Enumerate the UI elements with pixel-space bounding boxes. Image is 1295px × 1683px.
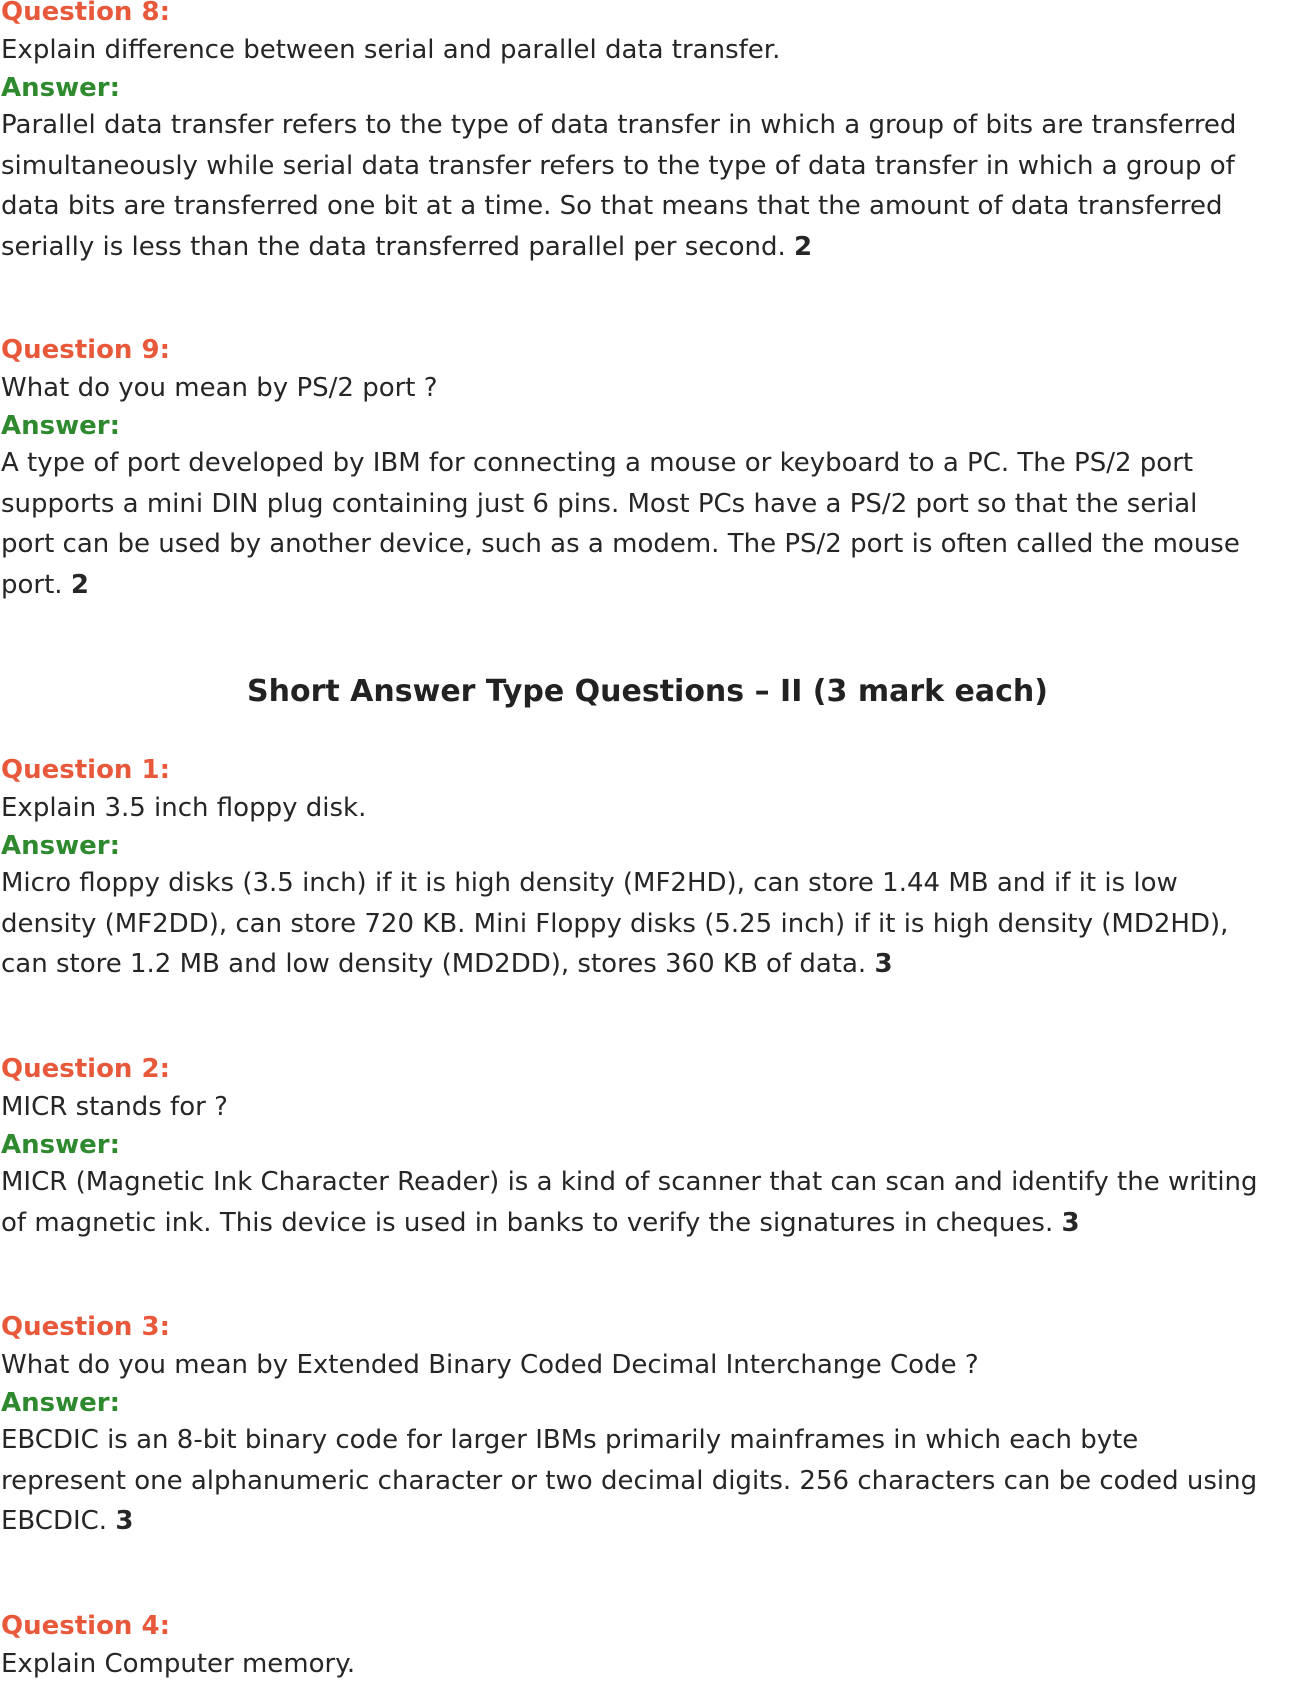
answer-text (1, 863, 1294, 985)
question-label: Question 1: (1, 755, 170, 785)
marks-value: 3 (874, 949, 893, 979)
marks-value: 2 (794, 231, 813, 262)
answer-line-last: EBCDIC. 3 (1, 1506, 134, 1536)
answer-line: simultaneously while serial data transfer refers to the type of data transfer in which a group of (1, 150, 1235, 181)
question-block-s2-3 (1, 1308, 1294, 1542)
answer-label: Answer: (1, 831, 120, 861)
answer-label: Answer: (1, 411, 120, 441)
question-label: Question 4: (1, 1611, 170, 1641)
answer-line-last: serially is less than the data transferred parallel per second. 2 (1, 231, 813, 262)
marks-value: 3 (1061, 1207, 1080, 1238)
question-block-9 (1, 331, 1294, 605)
question-text: Explain Computer memory. (1, 1649, 356, 1679)
answer-line: Parallel data transfer refers to the type of data transfer in which a group of bits are transferred (1, 110, 1237, 140)
answer-line: density (MF2DD), can store 720 KB. Mini Floppy disks (5.25 inch) if it is high density (MD2HD), (1, 908, 1229, 939)
question-label: Question 9: (1, 335, 170, 365)
answer-line: MICR (Magnetic Ink Character Reader) is a kind of scanner that can scan and identify the writing (1, 1167, 1258, 1197)
answer-line: supports a mini DIN plug containing just 6 pins. Most PCs have a PS/2 port so that the serial (1, 488, 1198, 519)
answer-line-last: of magnetic ink. This device is used in banks to verify the signatures in cheques. 3 (1, 1207, 1080, 1238)
marks-value: 2 (70, 569, 89, 600)
question-text: What do you mean by PS/2 port ? (1, 373, 438, 403)
question-text: What do you mean by Extended Binary Coded Decimal Interchange Code ? (1, 1350, 979, 1380)
question-text: MICR stands for ? (1, 1092, 228, 1122)
question-text: Explain 3.5 inch floppy disk. (1, 793, 367, 823)
marks-value: 3 (115, 1506, 134, 1536)
section-heading: Short Answer Type Questions – II (3 mark each) (247, 674, 1048, 709)
answer-label: Answer: (1, 73, 120, 103)
question-block-s2-2 (1, 1050, 1294, 1243)
answer-line: EBCDIC is an 8-bit binary code for larger IBMs primarily mainframes in which each byte (1, 1425, 1139, 1455)
question-label: Question 3: (1, 1312, 170, 1342)
answer-text (1, 105, 1294, 267)
answer-line: data bits are transferred one bit at a time. So that means that the amount of data transferred (1, 191, 1223, 221)
answer-text (1, 1420, 1294, 1542)
question-block-8 (1, 0, 1294, 267)
answer-line-last: port. 2 (1, 569, 89, 600)
question-block-s2-1 (1, 751, 1294, 985)
answer-label: Answer: (1, 1388, 120, 1418)
answer-text (1, 443, 1294, 605)
answer-line-last: can store 1.2 MB and low density (MD2DD), stores 360 KB of data. 3 (1, 949, 893, 979)
answer-text (1, 1162, 1294, 1243)
answer-line: represent one alphanumeric character or two decimal digits. 256 characters can be coded using (1, 1465, 1258, 1496)
question-block-s2-4 (1, 1607, 355, 1683)
answer-line: port can be used by another device, such as a modem. The PS/2 port is often called the mouse (1, 529, 1240, 559)
answer-label: Answer: (1, 1130, 120, 1160)
question-label: Question 8: (1, 0, 170, 27)
question-text: Explain difference between serial and parallel data transfer. (1, 35, 781, 65)
answer-line: A type of port developed by IBM for connecting a mouse or keyboard to a PC. The PS/2 port (1, 448, 1194, 478)
question-label: Question 2: (1, 1054, 170, 1084)
answer-line: Micro floppy disks (3.5 inch) if it is high density (MF2HD), can store 1.44 MB and if it is low (1, 868, 1178, 898)
